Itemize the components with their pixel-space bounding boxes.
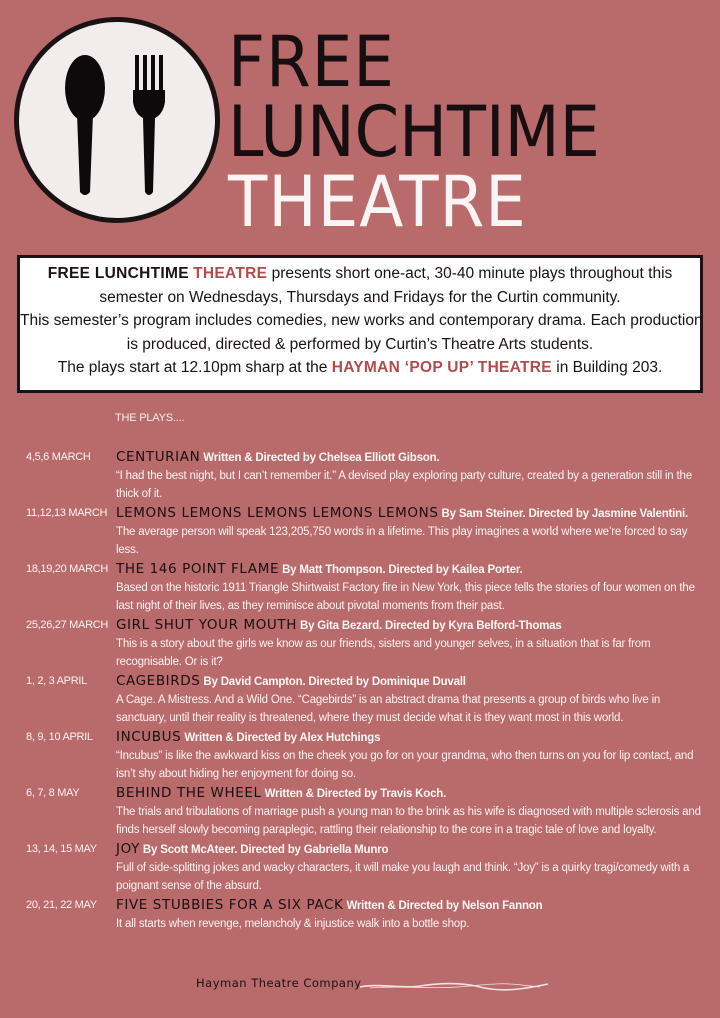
play-title: GIRL SHUT YOUR MOUTH: [116, 617, 298, 633]
intro-brand: FREE LUNCHTIME: [47, 265, 189, 282]
play-credit: By Gita Bezard. Directed by Kyra Belford-Thomas: [300, 620, 562, 632]
intro-line-5-post: in Building 203.: [556, 359, 663, 376]
title-theatre: THEATRE: [228, 161, 527, 243]
play-description: It all starts when revenge, melancholy & injustice walk into a bottle shop.: [116, 918, 470, 930]
intro-line-2: semester on Wednesdays, Thursdays and Fridays for the Curtin community.: [99, 288, 621, 306]
intro-brand-accent: THEATRE: [193, 265, 268, 282]
play-credit: By Matt Thompson. Directed by Kailea Porter.: [282, 564, 523, 576]
play-title: BEHIND THE WHEEL: [116, 785, 262, 801]
signature-squiggle: [360, 979, 550, 993]
play-title: CENTURIAN: [116, 449, 201, 465]
play-credit: Written & Directed by Chelsea Elliott Gibson.: [203, 452, 440, 464]
play-date: 20, 21, 22 MAY: [26, 899, 97, 911]
play-date: 4,5,6 MARCH: [26, 451, 91, 463]
play-description: Based on the historic 1911 Triangle Shirtwaist Factory fire in New York, this piece tells the stories of four women on the last night of their lives, as they reminisce about pivotal moments from their past.: [116, 582, 695, 612]
plays-heading: THE PLAYS....: [115, 412, 185, 424]
intro-box: [17, 255, 703, 393]
play-description: “Incubus” is like the awkward kiss on the cheek you go for on your grandma, who then turns on you for lip contact, and isn’t shy about hiding her enjoyment for doing so.: [116, 750, 694, 780]
fork-icon: [133, 55, 165, 195]
spoon-icon: [65, 55, 105, 195]
play-title: LEMONS LEMONS LEMONS LEMONS LEMONS: [116, 505, 439, 521]
play-credit: Written & Directed by Nelson Fannon: [346, 900, 543, 912]
intro-line-3: This semester’s program includes comedies, new works and contemporary drama. Each production: [20, 312, 703, 329]
play-description: Full of side-splitting jokes and wacky characters, it will make you laugh and think. “Joy” is a quirky tragi/comedy with a poignant sense of the absurd.: [116, 862, 690, 892]
play-title: FIVE STUBBIES FOR A SIX PACK: [116, 897, 344, 913]
play-title: JOY: [116, 841, 140, 857]
play-title: THE 146 POINT FLAME: [116, 561, 280, 577]
play-title: CAGEBIRDS: [116, 673, 201, 689]
intro-venue: HAYMAN ‘POP UP’ THEATRE: [331, 359, 552, 376]
play-description: A Cage. A Mistress. And a Wild One. “Cagebirds” is an abstract drama that presents a group of birds who live in sanctuary, until their reality is threatened, where they must decide what it is they want most in this world.: [116, 694, 661, 724]
play-item: [0, 559, 720, 615]
intro-line-1: [20, 262, 700, 286]
play-description: The average person will speak 123,205,750 words in a lifetime. This play imagines a world where we’re forced to say less.: [116, 526, 688, 556]
play-item: [0, 447, 720, 503]
play-credit: Written & Directed by Travis Koch.: [264, 788, 447, 800]
intro-line-5: [20, 356, 700, 380]
play-item: [0, 839, 720, 895]
play-date: 25,26,27 MARCH: [26, 619, 109, 631]
plays-list: [0, 447, 720, 934]
title-free: FREE: [228, 21, 395, 103]
play-date: 1, 2, 3 APRIL: [26, 675, 87, 687]
title-lunchtime: LUNCHTIME: [228, 91, 600, 173]
play-credit: By Sam Steiner. Directed by Jasmine Valentini.: [441, 508, 688, 520]
logo-badge: [14, 17, 220, 223]
intro-line-4: is produced, directed & performed by Curtin’s Theatre Arts students.: [126, 335, 594, 353]
play-description: This is a story about the girls we know as our friends, sisters and younger selves, in a situation that is far from recognisable. Or is it?: [116, 638, 651, 668]
play-date: 11,12,13 MARCH: [26, 507, 108, 519]
footer-company: Hayman Theatre Company: [196, 976, 362, 990]
play-date: 13, 14, 15 MAY: [26, 843, 97, 855]
intro-line-5-pre: The plays start at 12.10pm sharp at the: [57, 359, 328, 376]
play-date: 8, 9, 10 APRIL: [26, 731, 93, 743]
play-description: “I had the best night, but I can’t remember it.” A devised play exploring party culture, created by a generation still in the thick of it.: [116, 470, 692, 500]
play-title: INCUBUS: [116, 729, 182, 745]
play-item: [0, 671, 720, 727]
play-description: The trials and tribulations of marriage push a young man to the brink as his wife is diagnosed with multiple sclerosis and finds herself slowly becoming paraplegic, rattling their relationship to the core in a tragic tale of love and loyalty.: [116, 806, 701, 836]
play-item: [0, 895, 720, 934]
play-date: 6, 7, 8 MAY: [26, 787, 80, 799]
play-item: [0, 503, 720, 559]
play-item: [0, 615, 720, 671]
cutlery-graphic: [19, 22, 215, 218]
play-credit: Written & Directed by Alex Hutchings: [184, 732, 381, 744]
intro-line-1-rest: presents short one-act, 30-40 minute plays throughout this: [271, 265, 673, 282]
play-credit: By David Campton. Directed by Dominique Duvall: [203, 676, 466, 688]
play-item: [0, 783, 720, 839]
play-credit: By Scott McAteer. Directed by Gabriella Munro: [142, 844, 389, 856]
play-date: 18,19,20 MARCH: [26, 563, 109, 575]
play-item: [0, 727, 720, 783]
